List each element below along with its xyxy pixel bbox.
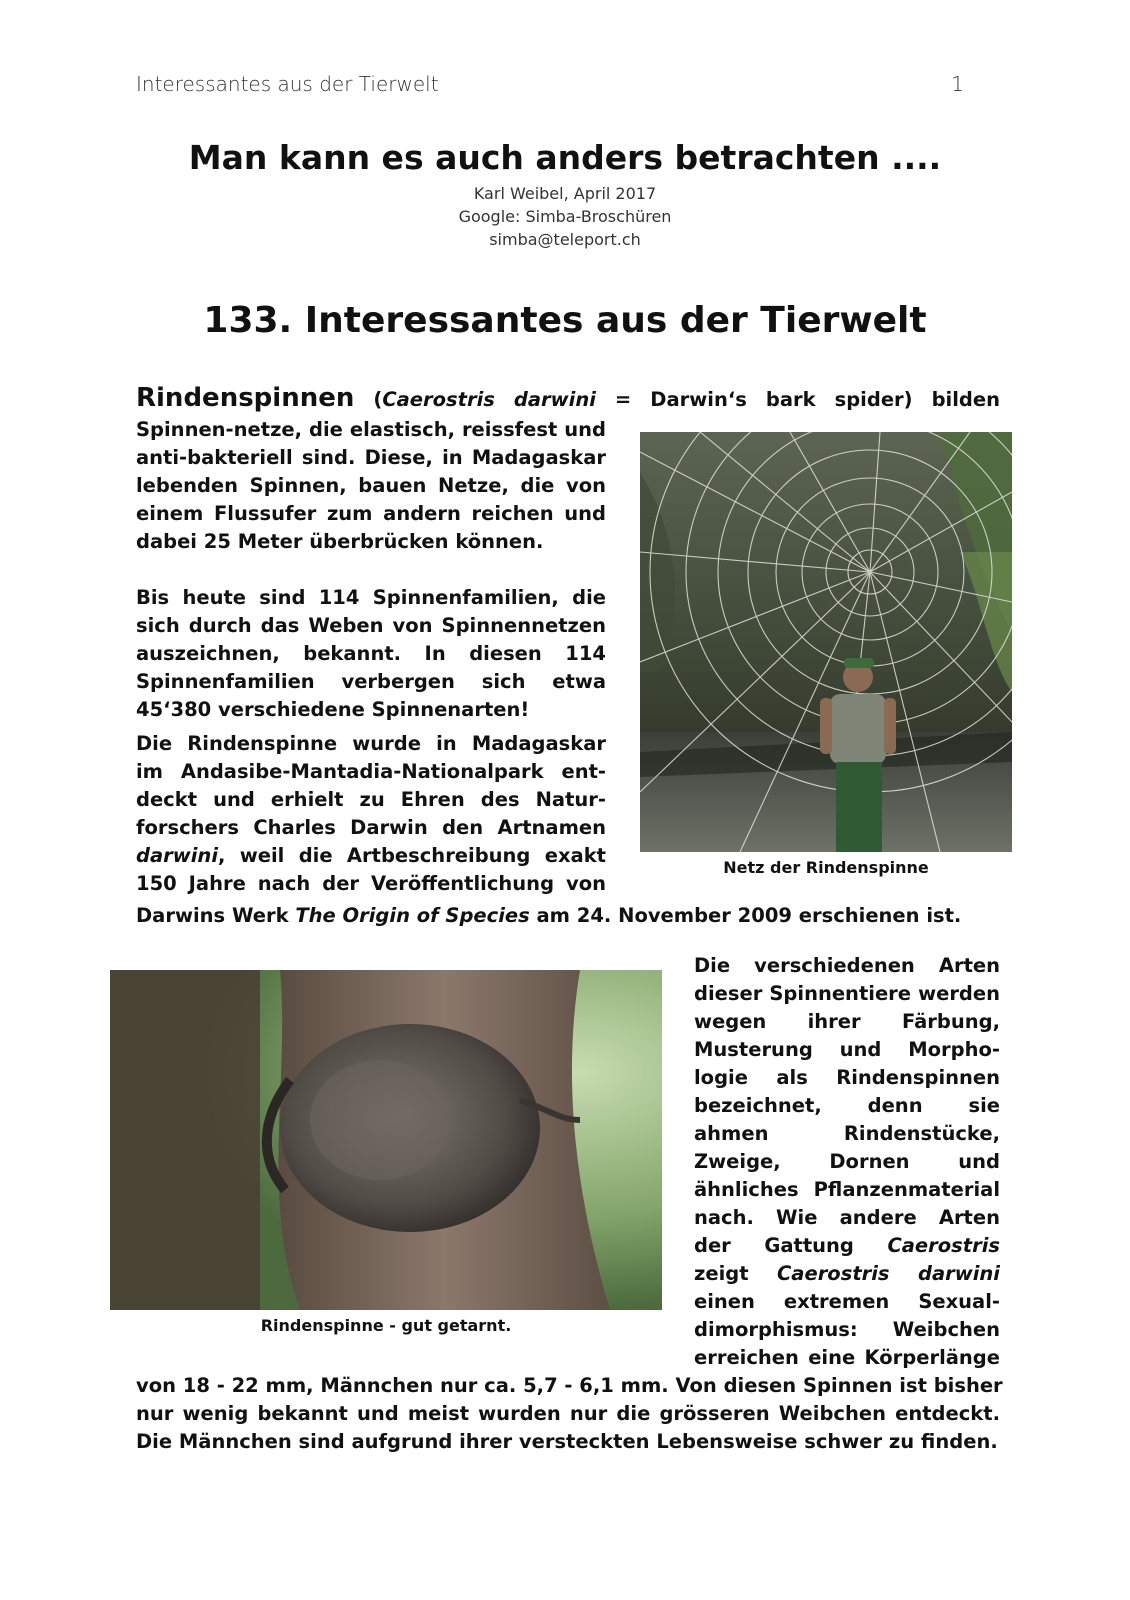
- text-line: Die Männchen sind aufgrund ihrer versteckten Lebensweise schwer zu finden.: [136, 1430, 998, 1453]
- text-line: ähnliches Pflanzenmaterial: [694, 1178, 1000, 1201]
- lead-word: Rindenspinnen: [136, 383, 355, 413]
- author-block: [0, 182, 1130, 251]
- italic-darwini: darwini: [136, 844, 218, 867]
- text-line: dieser Spinnentiere werden: [694, 982, 1000, 1005]
- text-fragment: der Gattung: [694, 1234, 888, 1257]
- book-title: The Origin of Species: [295, 904, 530, 927]
- intro-paren: (: [354, 388, 383, 411]
- text-line: Die verschiedenen Arten: [694, 954, 1000, 977]
- bark-spider-photo: [110, 970, 662, 1310]
- text-line: Zweige, Dornen und: [694, 1150, 1000, 1173]
- text-line: Die Rindenspinne wurde in Madagaskar: [136, 732, 606, 755]
- text-line: ahmen Rindenstücke,: [694, 1122, 1000, 1145]
- paragraph-2: [136, 584, 606, 724]
- intro-text: [136, 384, 1000, 414]
- genus-name: Caerostris: [887, 1234, 1000, 1257]
- author-email: simba@teleport.ch: [489, 230, 641, 249]
- intro-line: [136, 384, 1000, 414]
- text-line: dabei 25 Meter überbrücken können.: [136, 530, 544, 553]
- spider-web-image: [640, 432, 1012, 852]
- text-line: bezeichnet, denn sie: [694, 1094, 1000, 1117]
- text-line: anti-bakteriell sind. Diese, in Madagaskar: [136, 446, 606, 469]
- text-line: im Andasibe-Mantadia-Nationalpark ent-: [136, 760, 606, 783]
- text-line: 150 Jahre nach der Veröffentlichung von: [136, 872, 606, 895]
- intro-rest: = Darwin‘s bark spider) bilden: [595, 388, 1000, 411]
- text-line: [694, 1260, 1000, 1288]
- text-fragment: , weil die Artbeschreibung exakt: [218, 844, 606, 867]
- text-line: Musterung und Morpho-: [694, 1038, 1000, 1061]
- spider-web-photo: [640, 432, 1012, 852]
- text-line: [694, 1232, 1000, 1260]
- text-fragment: am 24. November 2009 erschienen ist.: [529, 904, 962, 927]
- species-name-2: Caerostris darwini: [777, 1262, 1000, 1285]
- bark-photo-caption: Rindenspinne - gut getarnt.: [260, 1316, 512, 1335]
- text-line: lebenden Spinnen, bauen Netze, die von: [136, 474, 606, 497]
- text-line: Bis heute sind 114 Spinnenfamilien, die: [136, 586, 606, 609]
- bottom-paragraph: [136, 1372, 1003, 1456]
- text-line: dimorphismus: Weibchen: [694, 1318, 1000, 1341]
- page-number: 1: [951, 72, 964, 96]
- text-fragment: zeigt: [694, 1262, 777, 1285]
- species-name: Caerostris darwini: [382, 388, 596, 411]
- text-line: erreichen eine Körperlänge: [694, 1346, 1000, 1369]
- paragraph-3: [136, 730, 606, 898]
- text-line: nach. Wie andere Arten: [694, 1206, 1000, 1229]
- text-line: 45‘380 verschiedene Spinnenarten!: [136, 698, 530, 721]
- text-line: Spinnenfamilien verbergen sich etwa: [136, 670, 606, 693]
- document-title: Man kann es auch anders betrachten ....: [188, 138, 942, 177]
- running-header: [136, 72, 964, 96]
- paragraph-1: [136, 416, 606, 556]
- right-column: [694, 952, 1000, 1372]
- google-reference: Google: Simba-Broschüren: [458, 207, 672, 226]
- section-title: 133. Interessantes aus der Tierwelt: [203, 300, 927, 341]
- text-line: forschers Charles Darwin den Artnamen: [136, 816, 606, 839]
- running-title: Interessantes aus der Tierwelt: [136, 72, 439, 96]
- text-fragment: Darwins Werk: [136, 904, 296, 927]
- text-line: logie als Rindenspinnen: [694, 1066, 1000, 1089]
- text-line: von 18 - 22 mm, Männchen nur ca. 5,7 - 6,1 mm. Von diesen Spinnen ist bisher: [136, 1374, 1003, 1397]
- text-line: einen extremen Sexual-: [694, 1290, 1000, 1313]
- web-photo-caption: Netz der Rindenspinne: [723, 858, 929, 877]
- text-line: Spinnen-netze, die elastisch, reissfest und: [136, 418, 606, 441]
- bark-spider-image: [110, 970, 662, 1310]
- text-line: [136, 842, 606, 870]
- paragraph-3-last-line: [136, 902, 1000, 930]
- text-line: auszeichnen, bekannt. In diesen 114: [136, 642, 606, 665]
- text-line: sich durch das Weben von Spinnennetzen: [136, 614, 606, 637]
- left-column: [136, 416, 606, 898]
- text-line: nur wenig bekannt und meist wurden nur die grösseren Weibchen entdeckt.: [136, 1402, 1000, 1425]
- text-line: einem Flussufer zum andern reichen und: [136, 502, 606, 525]
- text-line: deckt und erhielt zu Ehren des Natur-: [136, 788, 606, 811]
- text-line: wegen ihrer Färbung,: [694, 1010, 1000, 1033]
- author-date: Karl Weibel, April 2017: [473, 184, 657, 203]
